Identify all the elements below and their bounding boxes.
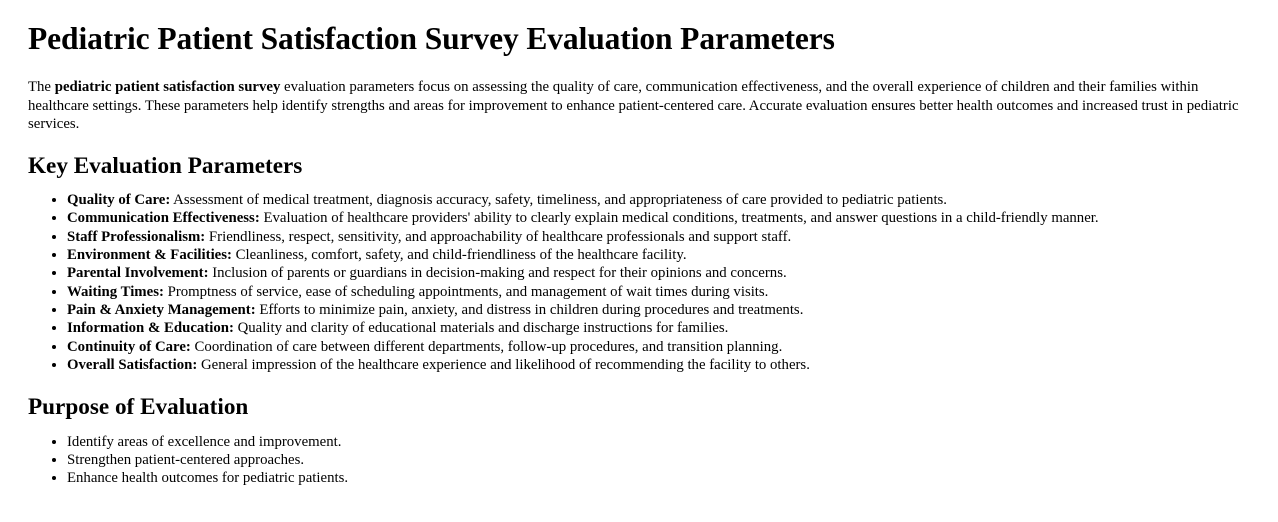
- list-item: [67, 209, 1250, 227]
- intro-emphasis-text: pediatric patient satisfaction survey: [54, 79, 281, 96]
- list-item-description: Efforts to minimize pain, anxiety, and distress in children during procedures and treatments.: [255, 301, 804, 318]
- list-item-description: Coordination of care between different departments, follow-up procedures, and transition planning.: [190, 338, 783, 355]
- list-item-description: Evaluation of healthcare providers' ability to clearly explain medical conditions, treatments, and answer questions in a child-friendly manner.: [259, 210, 1099, 227]
- list-item: [67, 301, 1250, 319]
- list-item: [67, 356, 1250, 374]
- list-item: [67, 283, 1250, 301]
- purpose-of-evaluation-list: [28, 433, 1250, 488]
- list-item: [67, 264, 1250, 282]
- list-item-term: Overall Satisfaction:: [67, 356, 198, 373]
- list-item-description: Promptness of service, ease of scheduling appointments, and management of wait times during visits.: [163, 283, 769, 300]
- list-item-description: Enhance health outcomes for pediatric patients.: [67, 470, 349, 487]
- page-title: Pediatric Patient Satisfaction Survey Evaluation Parameters: [28, 21, 835, 56]
- list-item-term: Communication Effectiveness:: [67, 210, 260, 227]
- list-item-description: Assessment of medical treatment, diagnosis accuracy, safety, timeliness, and appropriateness of care provided to pediatric patients.: [170, 192, 948, 209]
- section-heading-purpose-of-evaluation: Purpose of Evaluation: [28, 394, 249, 421]
- list-item-term: Waiting Times:: [67, 283, 164, 300]
- list-item-description: Cleanliness, comfort, safety, and child-friendliness of the healthcare facility.: [231, 247, 687, 264]
- list-item: [67, 319, 1250, 337]
- list-item: [67, 191, 1250, 209]
- list-item-term: Environment & Facilities:: [67, 247, 232, 264]
- section-heading-key-evaluation-parameters: Key Evaluation Parameters: [28, 153, 303, 180]
- list-item-description: Inclusion of parents or guardians in decision-making and respect for their opinions and concerns.: [208, 265, 787, 282]
- list-item-description: Strengthen patient-centered approaches.: [67, 452, 305, 469]
- list-item-term: Information & Education:: [67, 320, 234, 337]
- document-page: [0, 21, 1278, 488]
- list-item: [67, 433, 1250, 451]
- list-item-description: Quality and clarity of educational materials and discharge instructions for families.: [233, 320, 729, 337]
- intro-lead-text: The: [28, 79, 55, 96]
- list-item: [67, 469, 1250, 487]
- list-item-term: Staff Professionalism:: [67, 228, 206, 245]
- list-item: [67, 451, 1250, 469]
- list-item-description: Friendliness, respect, sensitivity, and approachability of healthcare professionals and support staff.: [205, 228, 792, 245]
- intro-paragraph: [28, 78, 1250, 133]
- list-item-term: Parental Involvement:: [67, 265, 209, 282]
- list-item: [67, 246, 1250, 264]
- list-item-term: Quality of Care:: [67, 192, 171, 209]
- list-item: [67, 228, 1250, 246]
- key-evaluation-parameters-list: [28, 191, 1250, 374]
- list-item-description: General impression of the healthcare experience and likelihood of recommending the facility to others.: [197, 356, 810, 373]
- intro-body-text: evaluation parameters focus on assessing the quality of care, communication effectiveness, and the overall experience of children and their families within healthcare settings. These parameters help identify strengths and areas for improvement to enhance patient-centered care. Accurate evaluation ensures better health outcomes and increased trust in pediatric services.: [28, 79, 1239, 133]
- list-item-term: Pain & Anxiety Management:: [67, 301, 256, 318]
- purpose-of-evaluation-section: [28, 394, 1250, 488]
- list-item: [67, 338, 1250, 356]
- list-item-description: Identify areas of excellence and improvement.: [67, 433, 342, 450]
- list-item-term: Continuity of Care:: [67, 338, 191, 355]
